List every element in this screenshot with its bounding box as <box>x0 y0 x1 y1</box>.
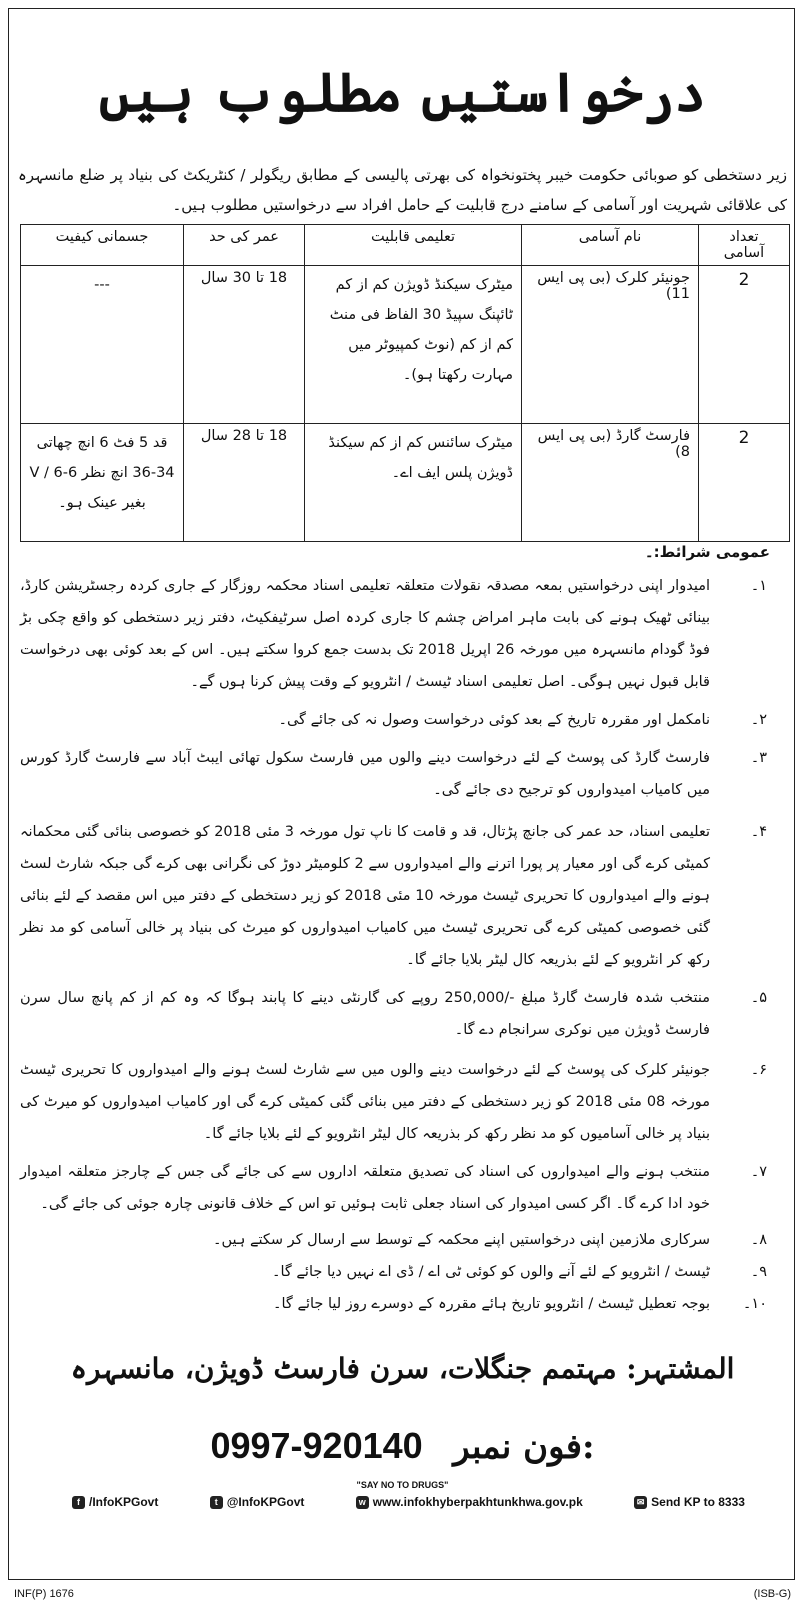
row-age: 18 تا 30 سال <box>184 266 305 424</box>
phone-number: 0997-920140 <box>210 1425 423 1466</box>
jobs-table <box>20 224 790 542</box>
header-physical: جسمانی کیفیت <box>21 225 184 266</box>
condition-item <box>20 570 785 698</box>
social-text: Send KP to 8333 <box>651 1495 745 1509</box>
condition-number: ۳۔ <box>750 750 767 766</box>
condition-text: امیدوار اپنی درخواستیں بمعہ مصدقہ نقولات متعلقہ تعلیمی اسناد محکمہ روزگار کے جاری کردہ رجسٹریشن کارڈ، بینائی ٹھیک ہونے کی بابت ماہر امراض چشم کا جاری کردہ اصل سرٹیفکیٹ، دفتر زیر دستخطی کو واقع چکی بڑ فوڈ گودام مانسہرہ میں مورخہ 26 اپریل 2018 تک بدست جمع کروا سکتے ہیں۔ اس کے بعد کوئی بھی درخواست قابل قبول نہیں ہوگی۔ اصل تعلیمی اسناد ٹیسٹ / انٹرویو کے وقت پیش کرنا ہوں گے۔ <box>20 578 710 690</box>
row-count: 2 <box>699 424 790 542</box>
condition-item <box>20 704 785 736</box>
intro-paragraph: زیر دستخطی کو صوبائی حکومت خیبر پختونخواہ کی بھرتی پالیسی کے مطابق ریگولر / کنٹریکٹ کی بنیاد پر ضلع مانسہرہ کی علاقائی شہریت اور آسامی کے سامنے درج قابلیت کے حامل افراد سے درخواستیں مطلوب ہیں۔ <box>18 166 787 214</box>
condition-text: منتخب ہونے والے امیدواروں کی اسناد کی تصدیق متعلقہ اداروں سے کی جائے گی جس کے چارجز متعلقہ امیدوار خود ادا کرے گا۔ اگر کسی امیدوار کی اسناد جعلی ثابت ہوئیں تو اس کے خلاف قانونی چارہ جوئی کی جائے گی۔ <box>20 1164 710 1212</box>
condition-item <box>20 982 785 1046</box>
condition-number: ۲۔ <box>750 712 767 728</box>
facebook-icon: f <box>72 1496 85 1509</box>
social-website[interactable] <box>356 1495 583 1509</box>
row-qualification: میٹرک سائنس کم از کم سیکنڈ ڈویژن پلس ایف اے۔ <box>305 424 522 542</box>
condition-text: بوجہ تعطیل ٹیسٹ / انٹرویو تاریخ ہائے مقررہ کے دوسرے روز لیا جائے گا۔ <box>273 1296 710 1312</box>
social-bar <box>72 1495 745 1509</box>
header-age-limit: عمر کی حد <box>184 225 305 266</box>
social-text: www.infokhyberpakhtunkhwa.gov.pk <box>372 1495 583 1509</box>
header-post-name: نام آسامی <box>522 225 699 266</box>
condition-text: نامکمل اور مقررہ تاریخ کے بعد کوئی درخواست وصول نہ کی جائے گی۔ <box>278 712 710 728</box>
condition-text: فارسٹ گارڈ کی پوسٹ کے لئے درخواست دینے والوں میں فارسٹ سکول تھائی ایبٹ آباد سے فارسٹ گارڈ کورس میں کامیاب امیدواروں کو ترجیح دی جائے گی۔ <box>20 750 710 798</box>
condition-text: ٹیسٹ / انٹرویو کے لئے آنے والوں کو کوئی ٹی اے / ڈی اے نہیں دیا جائے گا۔ <box>272 1264 710 1280</box>
social-text: @InfoKPGovt <box>226 1495 305 1509</box>
condition-item <box>20 1224 785 1256</box>
condition-item <box>20 816 785 976</box>
row-qualification: میٹرک سیکنڈ ڈویژن کم از کم ٹائپنگ سپیڈ 30 الفاظ فی منٹ کم از کم (نوٹ کمپیوٹر میں مہارت رکھتا ہو)۔ <box>305 266 522 424</box>
condition-text: جونیئر کلرک کی پوسٹ کے لئے درخواست دینے والوں میں سے شارٹ لسٹ ہونے والے امیدواروں کا تحریری ٹیسٹ مورخہ 08 مئی 2018 کو زیر دستخطی کے دفتر میں بنائی گئی کمیٹی کرے گی اور کامیاب امیدواروں کو میرٹ کی بنیاد پر خالی آسامیوں کو مد نظر رکھ کر بذریعہ کال لیٹر انٹرویو کے لئے بلایا جائے گا۔ <box>20 1062 710 1142</box>
condition-item <box>20 1256 785 1288</box>
row-age: 18 تا 28 سال <box>184 424 305 542</box>
web-icon: w <box>356 1496 369 1509</box>
social-twitter[interactable] <box>210 1495 305 1509</box>
social-facebook[interactable] <box>72 1495 158 1509</box>
condition-number: ۱۔ <box>750 578 767 594</box>
advertiser-line: المشتہر: مہتمم جنگلات، سرن فارسٹ ڈویژن، مانسہرہ <box>70 1352 735 1385</box>
condition-number: ۸۔ <box>750 1232 767 1248</box>
condition-number: ۱۰۔ <box>742 1296 767 1312</box>
say-no-to-drugs: "SAY NO TO DRUGS" <box>356 1480 449 1490</box>
header-qualification: تعلیمی قابلیت <box>305 225 522 266</box>
ref-left: INF(P) 1676 <box>14 1588 74 1600</box>
conditions-list <box>20 570 785 1320</box>
row-post: فارسٹ گارڈ (بی پی ایس 8) <box>522 424 699 542</box>
condition-item <box>20 1156 785 1220</box>
row-count: 2 <box>699 266 790 424</box>
header-post-count: تعداد آسامی <box>699 225 790 266</box>
table-row <box>21 266 790 424</box>
condition-number: ۵۔ <box>750 990 767 1006</box>
twitter-icon: t <box>210 1496 223 1509</box>
condition-text: سرکاری ملازمین اپنی درخواستیں اپنے محکمہ کے توسط سے ارسال کر سکتے ہیں۔ <box>212 1232 710 1248</box>
social-sms[interactable] <box>634 1495 745 1509</box>
table-header-row <box>21 225 790 266</box>
conditions-heading: عمومی شرائط:۔ <box>644 543 770 561</box>
row-physical: --- <box>21 266 184 424</box>
ref-right: (ISB-G) <box>753 1588 791 1600</box>
condition-number: ۴۔ <box>750 824 767 840</box>
sms-icon: ✉ <box>634 1496 647 1509</box>
condition-text: منتخب شدہ فارسٹ گارڈ مبلغ -/250,000 روپے کی گارنٹی دینے کا پابند ہوگا کہ وہ کم از کم پانچ سال سرن فارسٹ ڈویژن میں نوکری سرانجام دے گا۔ <box>20 990 710 1038</box>
condition-item <box>20 742 785 806</box>
condition-item <box>20 1288 785 1320</box>
condition-text: تعلیمی اسناد، حد عمر کی جانچ پڑتال، قد و قامت کا ناپ تول مورخہ 3 مئی 2018 کو خصوصی بنائی گئی محکمانہ کمیٹی کرے گی اور معیار پر پورا اترنے والے امیدواروں سے 2 کلومیٹر دوڑ کی نگرانی بھی کرے گی جبکہ شارٹ لسٹ ہونے والے امیدواروں کا تحریری ٹیسٹ مورخہ 10 مئی 2018 کو زیر دستخطی کے دفتر میں اس مقصد کے لئے بنائی گئی خصوصی کمیٹی کرے گی تحریری ٹیسٹ میں کامیاب امیدواروں کو میرٹ کی بنیاد پر خالی آسامی کو مد نظر رکھ کر انٹرویو کے لئے بذریعہ کال لیٹر بلایا جائے گا۔ <box>20 824 710 968</box>
row-post: جونیئر کلرک (بی پی ایس 11) <box>522 266 699 424</box>
condition-number: ۶۔ <box>750 1062 767 1078</box>
page-title: درخواستیں مطلوب ہیں <box>98 60 707 124</box>
condition-item <box>20 1054 785 1150</box>
table-row <box>21 424 790 542</box>
social-text: /InfoKPGovt <box>89 1495 159 1509</box>
row-physical: قد 5 فٹ 6 انچ چھاتی 34-36 انچ نظر 6-6 / V بغیر عینک ہو۔ <box>21 424 184 542</box>
condition-number: ۷۔ <box>750 1164 767 1180</box>
condition-number: ۹۔ <box>750 1264 767 1280</box>
phone-label: فون نمبر: <box>453 1427 595 1467</box>
phone-block <box>0 1425 805 1467</box>
